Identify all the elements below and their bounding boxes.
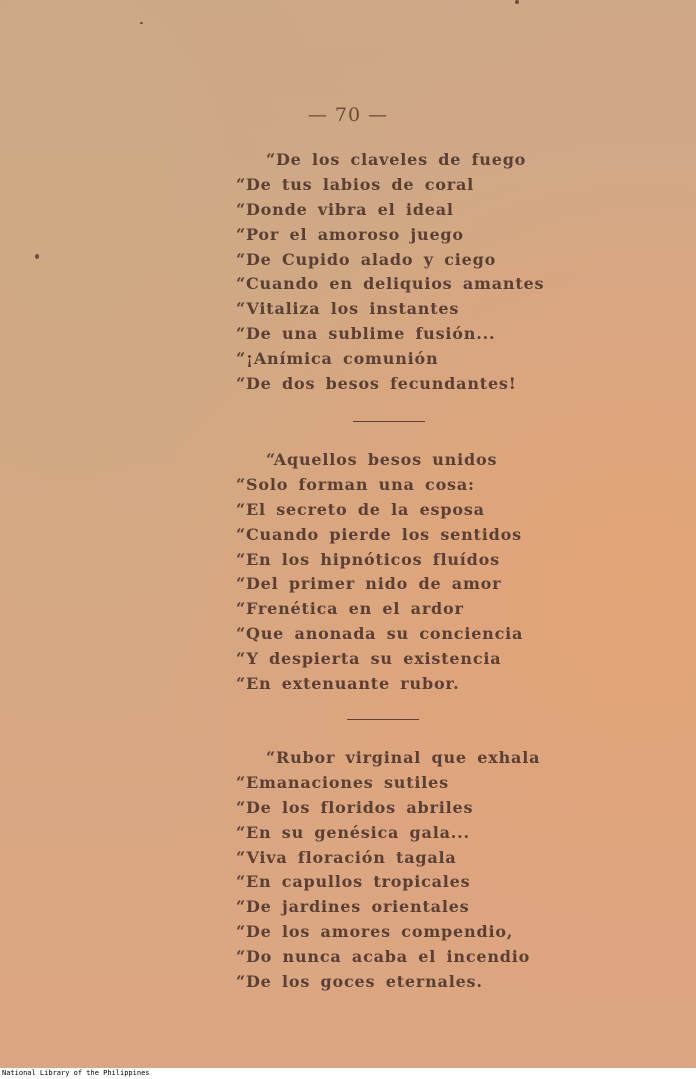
verse-line: “Emanaciones sutiles	[236, 772, 449, 792]
verse-line: “De jardines orientales	[236, 897, 470, 917]
verse-line: “Solo forman una cosa:	[236, 474, 475, 494]
verse-line: “¡Anímica comunión	[236, 349, 439, 369]
verse-line: “Frenética en el ardor	[236, 599, 464, 619]
page-number: — 70 —	[307, 104, 389, 126]
verse-line: “Aquellos besos unidos	[266, 450, 498, 469]
verse-line: “Do nunca acaba el incendio	[236, 947, 531, 967]
stanza-3	[236, 746, 540, 995]
verse-line: “Rubor virginal que exhala	[266, 748, 541, 767]
verse-line: “De Cupido alado y ciego	[236, 249, 497, 269]
verse-line: “En su genésica gala...	[236, 822, 470, 842]
paper-speck	[35, 254, 39, 259]
verse-line: “De tus labios de coral	[236, 174, 475, 194]
verse-line: “De los claveles de fuego	[266, 150, 527, 169]
verse-line: “Cuando en deliquios amantes	[236, 274, 545, 294]
verse-line: “Donde vibra el ideal	[236, 199, 454, 219]
stanza-1	[236, 148, 544, 397]
footer-text: National Library of the Philippines	[2, 1069, 150, 1077]
stanza-divider	[347, 719, 419, 720]
verse-line: “De los goces eternales.	[236, 972, 483, 992]
verse-line: “Que anonada su conciencia	[236, 624, 524, 644]
verse-line: “De dos besos fecundantes!	[236, 374, 517, 394]
paper-speck	[140, 22, 143, 24]
stanza-divider	[353, 421, 425, 422]
stanza-2	[236, 448, 523, 697]
verse-line: “Y despierta su existencia	[236, 649, 502, 669]
verse-line: “El secreto de la esposa	[236, 499, 485, 519]
verse-line: “De una sublime fusión...	[236, 324, 496, 344]
verse-line: “Del primer nido de amor	[236, 574, 502, 594]
verse-line: “De los amores compendio,	[236, 922, 514, 942]
paper-speck	[515, 0, 519, 4]
verse-line: “En extenuante rubor.	[236, 674, 460, 694]
verse-line: “En los hipnóticos fluídos	[236, 549, 500, 569]
library-footer	[0, 1068, 696, 1079]
verse-line: “Cuando pierde los sentidos	[236, 524, 522, 544]
verse-line: “De los floridos abriles	[236, 797, 474, 817]
verse-line: “Viva floración tagala	[236, 847, 457, 867]
verse-line: “Vitaliza los instantes	[236, 299, 460, 319]
verse-line: “En capullos tropicales	[236, 872, 471, 892]
verse-line: “Por el amoroso juego	[236, 224, 464, 244]
